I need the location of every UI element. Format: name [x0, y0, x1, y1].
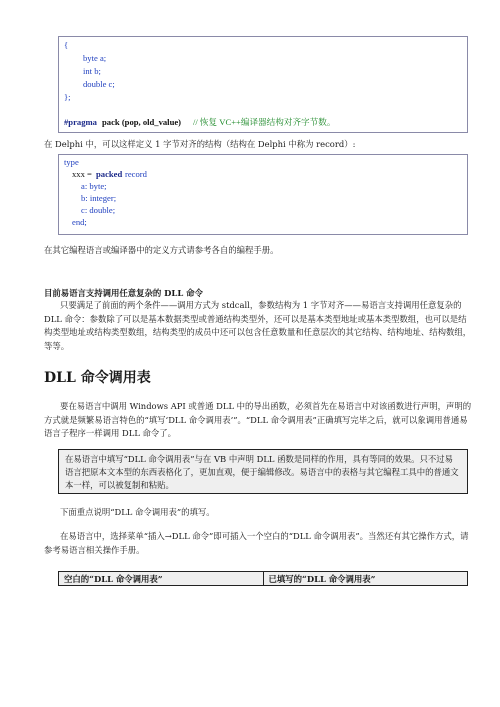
section-large-intro: 要在易语言中调用 Windows API 或普通 DLL 中的导出函数，必须首先在易语言中对该函数进行声明，声明的方式就是频繁易语言特色的“填写‘DLL 命令调用表’”。“DLL 命令调用表”正确填写完毕之后，就可以象调用普通易语言子程序一样调用 DLL 命令了。: [44, 401, 472, 439]
other-languages-text: 在其它编程语言或编译器中的定义方式请参考各自的编程手册。: [44, 245, 279, 255]
code-block-c-struct: [58, 36, 468, 133]
note-box: [58, 449, 468, 494]
record-field: a: byte;: [81, 181, 107, 191]
code-comment: // 恢复 VC++编译器结构对齐字节数。: [193, 117, 336, 127]
code-line: {: [64, 40, 69, 50]
section-small-body: 只要满足了前面的两个条件——调用方式为 stdcall，参数结构为 1 字节对齐——易语言支持调用任意复杂的 DLL 命令：参数除了可以是基本数据类型或普通结构类型外，还可以是基本类型地址或基本类型数组，也可以是结构类型地址或结构类型数组，结构类型的成员中还可以包含任意数量和任意层次的其它结构、结构地址、结构数组，等等。: [44, 300, 472, 351]
menu-instruction-text: 在易语言中，选择菜单“插入→DLL 命令”即可插入一个空白的“DLL 命令调用表”。当然还有其它操作方式，请参考易语言相关操作手册。: [44, 531, 469, 555]
next-explanation-text: 下面重点说明“DLL 命令调用表”的填写。: [60, 507, 215, 517]
note-text: 在易语言中填写“DLL 命令调用表”与在 VB 中声明 DLL 函数是同样的作用，具有等同的效果。只不过易语言把原本文本型的东西表格化了，更加直观，便于编辑修改。易语言中的表格与其它编程工具中的普通文本一样，可以被复制和粘贴。: [65, 454, 459, 491]
type-keyword: type: [64, 157, 79, 167]
code-line: byte a;: [83, 53, 107, 63]
code-line: };: [64, 92, 71, 102]
record-field: b: integer;: [81, 193, 117, 203]
dll-table-header: [58, 571, 468, 586]
delphi-intro-text: 在 Delphi 中，可以这样定义 1 字节对齐的结构（结构在 Delphi 中称为 record）:: [44, 139, 356, 149]
code-line: double c;: [83, 79, 115, 89]
code-line: int b;: [83, 66, 101, 76]
table-header-filled: 已填写的“DLL 命令调用表”: [263, 572, 468, 585]
code-block-delphi-record: [58, 154, 468, 235]
record-keyword: record: [125, 169, 147, 179]
section-heading-large: DLL 命令调用表: [44, 370, 151, 386]
section-heading-small: 目前易语言支持调用任意复杂的 DLL 命令: [44, 288, 203, 298]
decl-name: xxx =: [72, 169, 92, 179]
end-keyword: end;: [72, 217, 87, 227]
pragma-call: pack (pop, old_value): [102, 117, 182, 127]
record-field: c: double;: [81, 205, 116, 215]
packed-keyword: packed: [96, 169, 123, 179]
table-header-blank: 空白的“DLL 命令调用表”: [64, 574, 163, 584]
pragma-keyword: #pragma: [64, 117, 97, 127]
